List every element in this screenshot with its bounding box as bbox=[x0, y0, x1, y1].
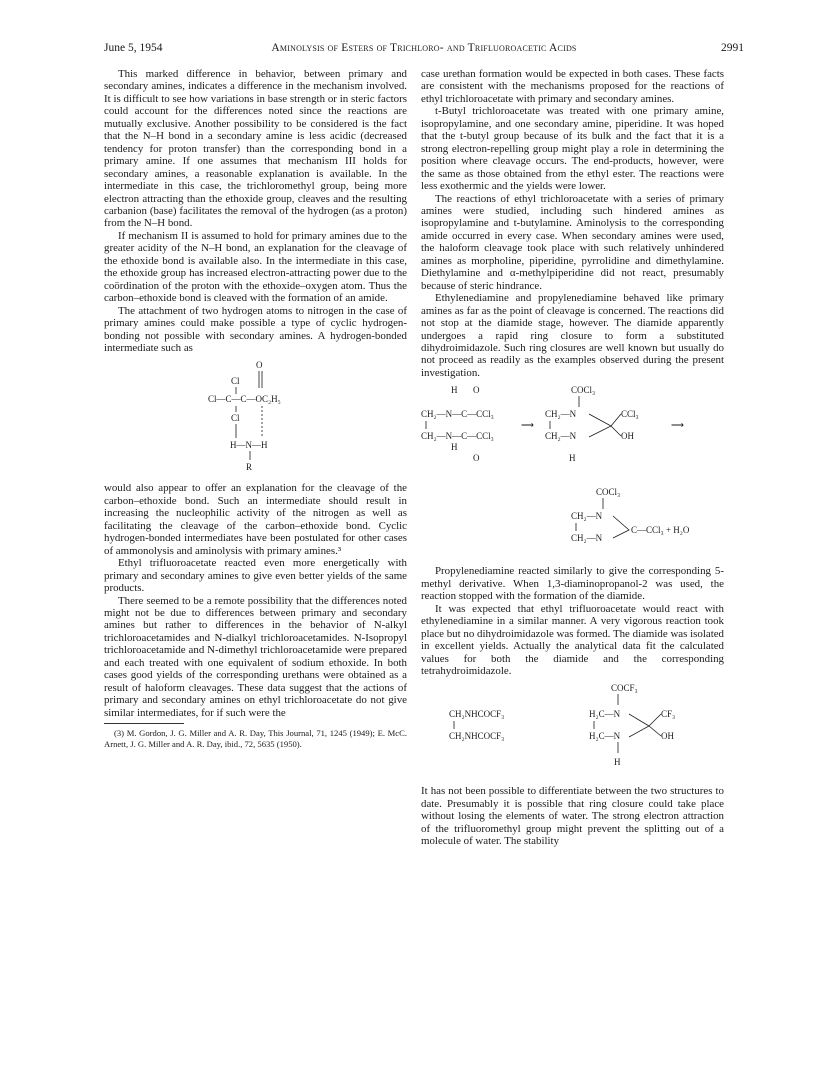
chem-h-top: H bbox=[451, 385, 458, 396]
left-column bbox=[104, 68, 407, 749]
chem-cocf3: COCF₃ bbox=[611, 683, 638, 694]
hydrogen-bonded-intermediate-structure bbox=[104, 358, 407, 478]
chem-oh-ring: OH bbox=[621, 431, 634, 442]
header-date: June 5, 1954 bbox=[104, 42, 163, 54]
page-number: 2991 bbox=[721, 42, 744, 54]
arrow-1: ⟶ bbox=[521, 420, 534, 431]
chem-r-group: R bbox=[246, 462, 253, 473]
left-paragraph-5: Ethyl trifluoroacetate reacted even more energetically with primary and secondary amines to give even better yields of the same products. bbox=[104, 557, 407, 595]
chem-oxygen: O bbox=[256, 360, 263, 371]
chem-diamide-lower: CH₂—N—C—CCl₃ bbox=[421, 431, 494, 442]
left-paragraph-2: If mechanism II is assumed to hold for primary amines due to the greater acidity of the N–H bond, an explanation for the cleavage of the ethoxide bond is available also. In the intermediate in this case, the ethoxide group has increased electron-attracting power due to the coördination of the proton with the ethoxide–oxygen atom. Thus the carbon–ethoxide bond is cleaved with the formation of an amide. bbox=[104, 229, 407, 305]
chem-diamide-cf3-upper: CH₂NHCOCF₃ bbox=[449, 709, 505, 720]
chem-ring-lower: CH₂—N bbox=[545, 431, 577, 442]
right-paragraph-2: t-Butyl trichloroacetate was treated with one primary amine, isopropylamine, and one secondary amine, piperidine. It was hoped that the t-butyl group because of its bulk and the fact that it is a strong electron-repelling group might play a role in determining the position where cleavage occurs. The end-products, however, were the same as those obtained from the ethyl ester. The reactions were less exothermic and the yields were lower. bbox=[421, 105, 724, 193]
chem-cocl3-product: COCl₃ bbox=[596, 487, 621, 498]
chem-amine: H—N—H bbox=[230, 440, 268, 451]
right-paragraph-6: It was expected that ethyl trifluoroacetate would react with ethylenediamine in a similar manner. A very vigorous reaction took place but no dihydroimidazole was formed. The diamide was isolated in excellent yields. Actually the analytical data fit the calculated values for both the diamide and the corresponding tetrahydroimidazole. bbox=[421, 602, 724, 677]
running-header bbox=[104, 42, 744, 58]
footnote-rule bbox=[104, 723, 184, 724]
chem-chlorine-top: Cl bbox=[231, 376, 240, 387]
chem-product-upper: CH₂—N bbox=[571, 511, 603, 522]
left-paragraph-6: There seemed to be a remote possibility that the differences noted might not be due to differences between primary and secondary amines but rather to differences in the behavior of N-alkyl trichloroacetamides and N-dialkyl trichloroacetamides. N-Isopropyl trichloroacetamide and N-dimethyl trichloroacetamide were prepared and each treated with one equivalent of sodium ethoxide. In both cases good yields of the corresponding urethans were obtained as a result of haloform cleavages. These data suggest that the actions of primary and secondary amines on ethyl trichloroacetate do not give similar intermediates, for if such were the bbox=[104, 594, 407, 719]
chem-imidazole-lower: H₂C—N bbox=[589, 731, 621, 742]
right-column bbox=[421, 68, 724, 848]
chem-o-top: O bbox=[473, 385, 480, 396]
right-paragraph-3: The reactions of ethyl trichloroacetate with a series of primary amines were studied, including such hindered amines as isopropylamine and t-butylamine. Aminolysis to the corresponding amide occurred in every case. When secondary amines were used, the haloform cleavage took place with such relatively unhindered amines as morpholine, piperidine, pyrrolidine and dimethylamine. Diethylamine and α-methylpiperidine did not react, presumably because of steric hindrance. bbox=[421, 192, 724, 292]
left-paragraph-3: The attachment of two hydrogen atoms to nitrogen in the case of primary amines could make possible a type of cyclic hydrogen-bonding not possible with secondary amines. A hydrogen-bonded intermediate such as bbox=[104, 304, 407, 354]
dihydroimidazole-reaction-scheme bbox=[421, 383, 724, 561]
footnote bbox=[104, 728, 407, 749]
chem-main-chain: Cl—C—C—OC₂H₅ bbox=[208, 394, 281, 405]
chem-diamide-cf3-lower: CH₂NHCOCF₃ bbox=[449, 731, 505, 742]
chem-imidazole-upper: H₂C—N bbox=[589, 709, 621, 720]
chem-o-bottom: O bbox=[473, 453, 480, 464]
right-paragraph-7: It has not been possible to differentiate between the two structures to date. Presumably it is possible that ring closure could take place without losing the elements of water. The strong electron attraction of the trifluoromethyl group might prevent the splitting out of a molecule of water. The stability bbox=[421, 785, 724, 848]
chem-cocl3-ring: COCl₃ bbox=[571, 385, 596, 396]
left-paragraph-4: would also appear to offer an explanation for the cleavage of the carbon–ethoxide bond. Such an intermediate should result in increasing the nucleophilic activity of the nitrogen as well as facilitating the cleavage of the carbon–ethoxide bond. Cyclic hydrogen-bonded intermediates have been postulated for other cases of ammonolysis and aminolysis with primary amines.³ bbox=[104, 482, 407, 557]
chem-diamide-upper: CH₂—N—C—CCl₃ bbox=[421, 409, 494, 420]
left-paragraph-1: This marked difference in behavior, between primary and secondary amines, indicates a difference in the mechanism involved. It is difficult to see how variations in base strength or in steric factors could account for the differences noted since the reactions are mutually exclusive. Another possibility to be considered is the fact that the N–H bond in a secondary amine is less acidic (decreased tendency for proton transfer) than the corresponding bond in a primary amine. If one assumes that mechanism III holds for secondary amines, a reasonable explanation is available. In the intermediate in this case, the trichloromethyl group, being more electron attracting than the ethoxide group, cleaves and the resulting carbanion (base) facilitates the removal of the hydrogen (as a proton) from the N–H bond. bbox=[104, 68, 407, 230]
chem-product-tail: C—CCl₃ + H₂O bbox=[631, 525, 690, 536]
chem-h-bottom: H bbox=[451, 442, 458, 453]
right-paragraph-5: Propylenediamine reacted similarly to give the corresponding 5-methyl derivative. When 1,3-diaminopropanol-2 was used, the reaction stopped with the formation of the diamide. bbox=[421, 565, 724, 603]
chem-h-ring: H bbox=[569, 453, 576, 464]
chem-product-lower: CH₂—N bbox=[571, 533, 603, 544]
chem-cf3-ring: CF₃ bbox=[661, 709, 676, 720]
chem-h-imidazole: H bbox=[614, 757, 621, 768]
right-paragraph-1: case urethan formation would be expected in both cases. These facts are consistent with the mechanisms proposed for the reactions of ethyl trichloroacetate with primary and secondary amines. bbox=[421, 68, 724, 105]
chem-ccl3-ring: CCl₃ bbox=[621, 409, 639, 420]
trifluoro-structures bbox=[421, 681, 724, 781]
arrow-2: ⟶ bbox=[671, 420, 684, 431]
chem-ring-upper: CH₂—N bbox=[545, 409, 577, 420]
right-paragraph-4: Ethylenediamine and propylenediamine behaved like primary amines as far as the point of cleavage is concerned. The reactions did not stop at the diamide stage, however. The diamide apparently undergoes a rapid ring closure to form a substituted dihydroimidazole. Such ring closures are well known but usually do not proceed as readily as the examples observed during the present investigation. bbox=[421, 292, 724, 379]
chem-oh-imidazole: OH bbox=[661, 731, 674, 742]
chem-chlorine-bottom: Cl bbox=[231, 413, 240, 424]
footnote-3: (3) M. Gordon, J. G. Miller and A. R. Day, This Journal, 71, 1245 (1949); E. McC. Arnett, J. G. Miller and A. R. Day, ibid., 72, 5635 (1950). bbox=[104, 728, 407, 749]
header-title: Aminolysis of Esters of Trichloro- and Trifluoroacetic Acids bbox=[271, 42, 577, 54]
